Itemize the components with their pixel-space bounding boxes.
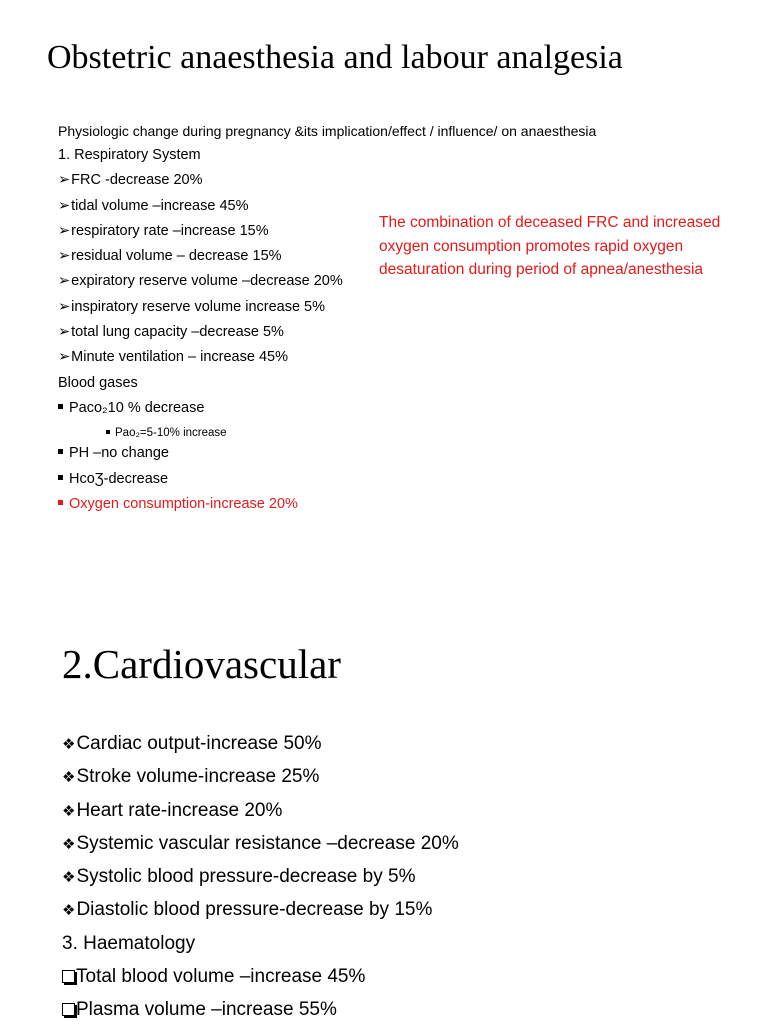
callout-note: The combination of deceased FRC and increased oxygen consumption promotes rapid oxygen desaturation during period of apnea/anesthesia	[379, 214, 721, 278]
square-bullet-icon	[106, 430, 110, 434]
arrow-bullet-icon: ➢	[58, 248, 71, 265]
blood-gases-heading: Blood gases	[58, 374, 138, 391]
arrow-bullet-icon: ➢	[58, 222, 71, 239]
list-item: ❖Systemic vascular resistance –decrease 20%	[62, 832, 459, 865]
square-bullet-icon	[58, 475, 63, 480]
arrow-bullet-icon: ➢	[58, 172, 71, 189]
list-item: ❖Diastolic blood pressure-decrease by 15%	[62, 898, 459, 931]
slide-title: Obstetric anaesthesia and labour analgesia	[47, 39, 623, 76]
arrow-bullet-icon: ➢	[58, 197, 71, 214]
list-item: Paco₂10 % decrease	[58, 399, 343, 424]
arrow-bullet-icon: ➢	[58, 349, 71, 366]
list-item: ➢expiratory reserve volume –decrease 20%	[58, 273, 343, 290]
list-item-highlighted: Oxygen consumption-increase 20%	[58, 495, 343, 520]
slide-title: 2.Cardiovascular	[62, 641, 341, 687]
list-item: HcoƷ-decrease	[58, 470, 343, 495]
list-item: ❖Heart rate-increase 20%	[62, 799, 459, 832]
diamond-bullet-icon: ❖	[62, 736, 76, 753]
arrow-bullet-icon: ➢	[58, 324, 71, 341]
list-item: ➢Minute ventilation – increase 45%	[58, 349, 288, 366]
list-item: ❖Systolic blood pressure-decrease by 5%	[62, 865, 459, 898]
list-item: ➢respiratory rate –increase 15%	[58, 222, 269, 239]
sub-list-item: Pao₂=5-10% increase	[58, 424, 343, 444]
checkbox-bullet-icon	[62, 970, 75, 983]
list-item: Total blood volume –increase 45%	[62, 965, 459, 998]
list-item: ➢residual volume – decrease 15%	[58, 248, 282, 265]
square-bullet-icon	[58, 500, 63, 505]
diamond-bullet-icon: ❖	[62, 802, 76, 820]
arrow-bullet-icon: ➢	[58, 298, 71, 315]
respiratory-list	[58, 146, 343, 520]
list-item: ➢tidal volume –increase 45%	[58, 197, 249, 214]
diamond-bullet-icon: ❖	[62, 769, 76, 787]
square-bullet-icon	[58, 404, 63, 409]
intro-line: Physiologic change during pregnancy &its implication/effect / influence/ on anaesthesia	[58, 123, 597, 139]
diamond-bullet-icon: ❖	[62, 902, 76, 920]
list-item: PH –no change	[58, 444, 343, 469]
haematology-heading: 3. Haematology	[62, 932, 196, 954]
arrow-bullet-icon: ➢	[58, 273, 71, 290]
list-item: Plasma volume –increase 55%	[62, 998, 459, 1031]
list-item: ➢total lung capacity –decrease 5%	[58, 324, 284, 341]
list-item: ❖Stroke volume-increase 25%	[62, 765, 459, 798]
diamond-bullet-icon: ❖	[62, 869, 76, 887]
diamond-bullet-icon: ❖	[62, 835, 76, 853]
section-heading: 1. Respiratory System	[58, 147, 201, 163]
list-item: ➢FRC -decrease 20%	[58, 172, 203, 189]
cardiovascular-list	[62, 732, 459, 1032]
slide-2	[0, 600, 768, 1024]
list-item: ❖Cardiac output-increase 50%	[62, 732, 459, 765]
checkbox-bullet-icon	[62, 1003, 75, 1016]
square-bullet-icon	[58, 449, 63, 454]
list-item: ➢inspiratory reserve volume increase 5%	[58, 298, 326, 315]
